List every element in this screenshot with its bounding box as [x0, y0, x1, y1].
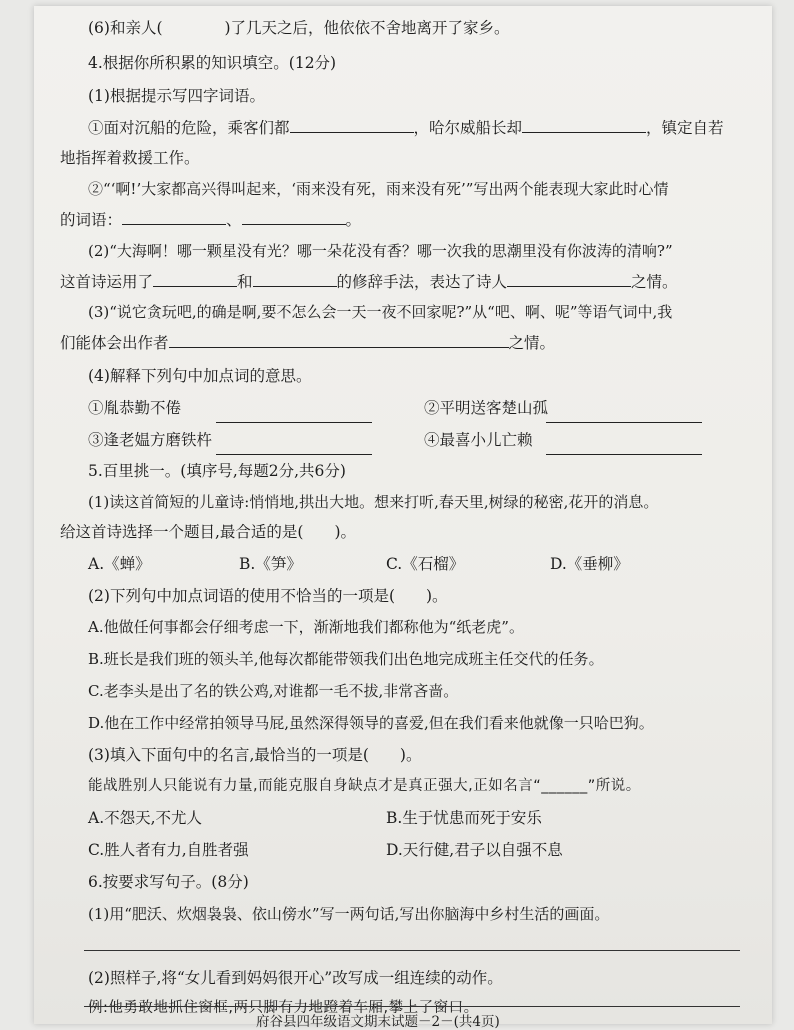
q5-title: 5.百里挑一。(填序号,每题2分,共6分)	[88, 462, 346, 480]
q4-2-cont-c: 的修辞手法，表达了诗人	[336, 273, 508, 291]
q4-1b-end: 。	[345, 211, 362, 229]
q4-4c	[88, 430, 212, 450]
answer-blank[interactable]	[546, 440, 702, 455]
answer-blank[interactable]	[153, 272, 237, 287]
q5-1-option-a[interactable]: A.《蝉》	[88, 555, 151, 573]
q3-6-line: (6)和亲人( )了几天之后，他依依不舍地离开了家乡。	[88, 19, 510, 37]
q5-2-option-b[interactable]: B.班长是我们班的领头羊,他每次都能带领我们出色地完成班主任交代的任务。	[88, 650, 604, 668]
answer-blank[interactable]	[522, 118, 646, 133]
exam-page	[34, 6, 772, 1024]
q5-1-option-b[interactable]: B.《笋》	[239, 555, 302, 573]
q5-3-line: (3)填入下面句中的名言,最恰当的一项是( )。	[88, 746, 422, 764]
q4-4d	[424, 430, 533, 450]
answer-line-q6-2[interactable]	[84, 1006, 740, 1007]
q4-2-line: (2)“大海啊！哪一颗星没有光？哪一朵花没有香？哪一次我的思潮里没有你波涛的清响?”	[88, 242, 673, 260]
q4-1b-sep: 、	[226, 211, 242, 229]
q5-3-option-a[interactable]: A.不怨天,不尤人	[88, 809, 203, 827]
answer-blank[interactable]	[546, 408, 702, 423]
q5-3-cont: 能战胜别人只能说有力量,而能克服自身缺点才是真正强大,正如名言“______”所说。	[88, 778, 641, 794]
q4-1a-pre: ①面对沉船的危险，乘客们都	[88, 119, 290, 137]
page-footer: 府谷县四年级语文期末试题－2－(共4页)	[256, 1014, 500, 1030]
q6-1-line: (1)用“肥沃、炊烟袅袅、依山傍水”写一两句话,写出你脑海中乡村生活的画面。	[88, 905, 610, 923]
q5-3-option-b[interactable]: B.生于忧患而死于安乐	[386, 809, 542, 827]
q5-1-cont: 给这首诗选择一个题目,最合适的是( )。	[60, 523, 357, 541]
q4-3-cont	[60, 333, 555, 353]
q5-3-option-c[interactable]: C.胜人者有力,自胜者强	[88, 841, 249, 859]
q5-1-option-c[interactable]: C.《石榴》	[386, 555, 465, 573]
answer-line-q6-1[interactable]	[84, 950, 740, 951]
q4-4b-text: ②平明送客楚山孤	[424, 399, 549, 417]
q6-2-example: 例:他勇敢地抓住窗框,两只脚有力地蹬着车厢,攀上了窗口。	[88, 1000, 479, 1016]
q4-3-line: (3)“说它贪玩吧,的确是啊,要不怎么会一天一夜不回家呢?”从“吧、啊、呢”等语气词中,我	[88, 303, 673, 321]
q4-1a-post: ，镇定自若	[646, 119, 724, 137]
q4-2-cont-b: 和	[237, 273, 253, 291]
q4-4c-text: ③逢老媪方磨铁杵	[88, 431, 213, 449]
answer-blank[interactable]	[290, 118, 414, 133]
q6-2-line: (2)照样子,将“女儿看到妈妈很开心”改写成一组连续的动作。	[88, 969, 503, 987]
q5-2-line: (2)下列句中加点词语的使用不恰当的一项是( )。	[88, 587, 448, 605]
q4-3-cont-b: 之情。	[508, 334, 556, 352]
answer-blank[interactable]	[507, 272, 631, 287]
answer-blank[interactable]	[169, 333, 509, 348]
q4-4b	[424, 398, 548, 418]
q4-4a-text: ①胤恭勤不倦	[88, 399, 182, 417]
q4-2-cont-a: 这首诗运用了	[60, 273, 154, 291]
answer-blank[interactable]	[253, 272, 337, 287]
q4-1a-mid: ，哈尔威船长却	[413, 119, 523, 137]
q4-4-prompt: (4)解释下列句中加点词的意思。	[88, 367, 312, 385]
q5-2-option-d[interactable]: D.他在工作中经常拍领导马屁,虽然深得领导的喜爱,但在我们看来他就像一只哈巴狗。	[88, 714, 654, 732]
q4-4d-text: ④最喜小儿亡赖	[424, 431, 533, 449]
answer-blank[interactable]	[122, 210, 226, 225]
q5-3-option-d[interactable]: D.天行健,君子以自强不息	[386, 841, 563, 859]
q6-title: 6.按要求写句子。(8分)	[88, 873, 249, 891]
q4-3-cont-a: 们能体会出作者	[60, 334, 169, 352]
q4-1b-line: ②“‘啊!’大家都高兴得叫起来，‘雨来没有死，雨来没有死’”写出两个能表现大家此时心情	[88, 180, 669, 198]
q4-2-cont-d: 之情。	[631, 273, 678, 291]
q4-1-prompt: (1)根据提示写四字词语。	[88, 87, 265, 105]
q4-4a	[88, 398, 181, 418]
q4-1b-cont	[60, 210, 361, 230]
q4-1a-cont: 地指挥着救援工作。	[60, 149, 200, 167]
q5-2-option-a[interactable]: A.他做任何事都会仔细考虑一下，渐渐地我们都称他为“纸老虎”。	[88, 618, 524, 636]
q5-1-line: (1)读这首简短的儿童诗:悄悄地,拱出大地。想来打听,春天里,树绿的秘密,花开的消息。	[88, 493, 659, 511]
q4-1a-line	[88, 118, 724, 138]
answer-blank[interactable]	[216, 440, 372, 455]
q5-2-option-c[interactable]: C.老李头是出了名的铁公鸡,对谁都一毛不拔,非常吝啬。	[88, 682, 459, 700]
q4-2-cont	[60, 272, 678, 292]
answer-blank[interactable]	[216, 408, 372, 423]
q5-1-option-d[interactable]: D.《垂柳》	[550, 555, 629, 573]
q4-1b-cont-pre: 的词语：	[60, 211, 123, 229]
q4-title: 4.根据你所积累的知识填空。(12分)	[88, 54, 337, 72]
answer-blank[interactable]	[242, 210, 346, 225]
